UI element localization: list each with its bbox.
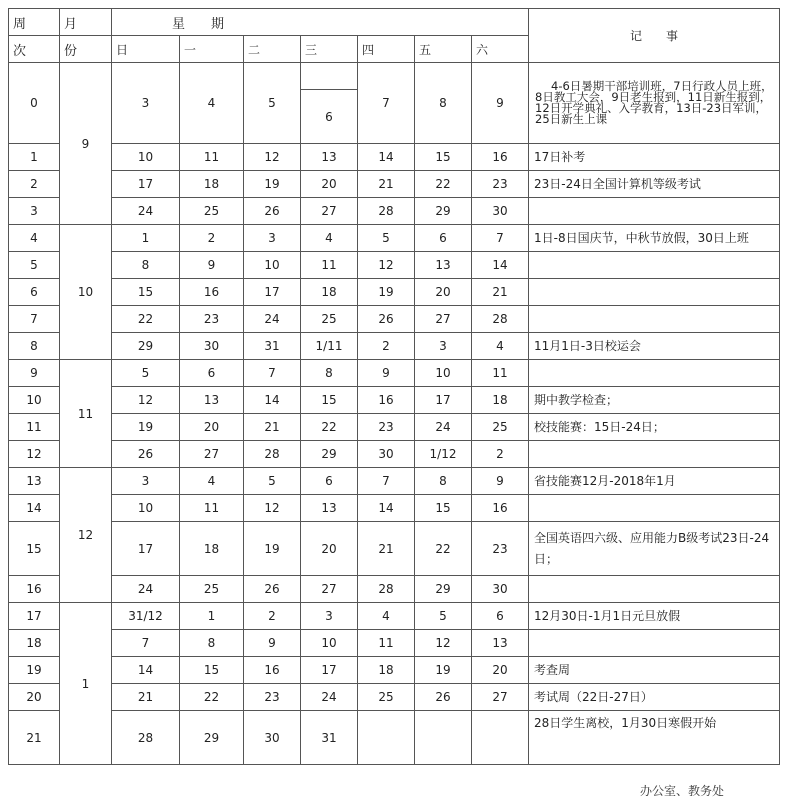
- day-cell-wed: 8: [301, 360, 358, 387]
- day-cell-sat: 2: [472, 441, 529, 468]
- day-cell-thu: 7: [358, 63, 415, 144]
- day-cell-fri: [415, 711, 472, 765]
- day-cell-fri: 24: [415, 414, 472, 441]
- week-number: 10: [9, 387, 60, 414]
- day-cell-sat: 30: [472, 198, 529, 225]
- day-cell-mon: 8: [180, 630, 244, 657]
- day-cell-tue: 30: [244, 711, 301, 765]
- day-cell-wed: 13: [301, 495, 358, 522]
- week-number: 5: [9, 252, 60, 279]
- note-cell: [529, 495, 780, 522]
- header-row-1: [9, 9, 780, 36]
- day-cell-sun: 21: [112, 684, 180, 711]
- week-header-top: 周: [9, 9, 60, 36]
- day-cell-sun: 19: [112, 414, 180, 441]
- weekday-header-mon: 一: [180, 36, 244, 63]
- day-cell-fri: 15: [415, 495, 472, 522]
- day-cell-wed: 1/11: [301, 333, 358, 360]
- week-number: 7: [9, 306, 60, 333]
- note-cell: 28日学生离校，1月30日寒假开始: [529, 711, 780, 765]
- day-cell-thu: 14: [358, 495, 415, 522]
- week-number: 15: [9, 522, 60, 576]
- note-cell: [529, 576, 780, 603]
- day-cell-wed: 6: [301, 63, 358, 144]
- week-row: [9, 252, 780, 279]
- day-cell-sat: 23: [472, 171, 529, 198]
- day-cell-tue: 24: [244, 306, 301, 333]
- day-cell-thu: 12: [358, 252, 415, 279]
- day-cell-thu: [358, 711, 415, 765]
- day-cell-sun: 7: [112, 630, 180, 657]
- day-cell-sun: 12: [112, 387, 180, 414]
- note-cell: 期中教学检查；: [529, 387, 780, 414]
- day-cell-thu: 7: [358, 468, 415, 495]
- day-cell-sat: 9: [472, 63, 529, 144]
- month-label: 12: [60, 468, 112, 603]
- day-cell-mon: 18: [180, 522, 244, 576]
- day-cell-sat: 20: [472, 657, 529, 684]
- weekday-header-fri: 五: [415, 36, 472, 63]
- day-cell-sat: 21: [472, 279, 529, 306]
- day-cell-thu: 9: [358, 360, 415, 387]
- day-cell-thu: 26: [358, 306, 415, 333]
- note-cell: 1日-8日国庆节，中秋节放假，30日上班: [529, 225, 780, 252]
- day-cell-fri: 20: [415, 279, 472, 306]
- day-cell-sat: 30: [472, 576, 529, 603]
- weekday-header-thu: 四: [358, 36, 415, 63]
- day-cell-wed: 15: [301, 387, 358, 414]
- weekday-header-sat: 六: [472, 36, 529, 63]
- week-row: [9, 279, 780, 306]
- day-cell-thu: 18: [358, 657, 415, 684]
- day-cell-fri: 13: [415, 252, 472, 279]
- day-cell-mon: 6: [180, 360, 244, 387]
- day-cell-thu: 5: [358, 225, 415, 252]
- day-cell-sun: 10: [112, 144, 180, 171]
- week-number: 16: [9, 576, 60, 603]
- day-cell-wed: 29: [301, 441, 358, 468]
- note-cell: [529, 630, 780, 657]
- note-cell: [529, 360, 780, 387]
- day-cell-sat: 18: [472, 387, 529, 414]
- note-cell: 考试周（22日-27日）: [529, 684, 780, 711]
- weekday-header-wed: 三: [301, 36, 358, 63]
- day-cell-fri: 29: [415, 576, 472, 603]
- day-cell-tue: 12: [244, 144, 301, 171]
- day-cell-wed: 20: [301, 171, 358, 198]
- day-cell-tue: 21: [244, 414, 301, 441]
- day-cell-thu: 30: [358, 441, 415, 468]
- day-cell-fri: 29: [415, 198, 472, 225]
- day-cell-sun: 14: [112, 657, 180, 684]
- day-cell-fri: 15: [415, 144, 472, 171]
- day-cell-tue: 26: [244, 198, 301, 225]
- note-cell: 17日补考: [529, 144, 780, 171]
- note-cell: 23日-24日全国计算机等级考试: [529, 171, 780, 198]
- day-cell-tue: 19: [244, 522, 301, 576]
- day-cell-thu: 14: [358, 144, 415, 171]
- day-cell-mon: 20: [180, 414, 244, 441]
- school-calendar-table: [8, 8, 780, 765]
- day-cell-tue: 17: [244, 279, 301, 306]
- day-cell-mon: 16: [180, 279, 244, 306]
- week-number: 18: [9, 630, 60, 657]
- day-cell-sun: 31/12: [112, 603, 180, 630]
- day-cell-fri: 27: [415, 306, 472, 333]
- day-cell-mon: 4: [180, 63, 244, 144]
- month-label: 9: [60, 63, 112, 225]
- day-cell-thu: 21: [358, 522, 415, 576]
- week-row: [9, 576, 780, 603]
- month-label: 11: [60, 360, 112, 468]
- day-cell-mon: 23: [180, 306, 244, 333]
- week-row: [9, 603, 780, 630]
- week-number: 11: [9, 414, 60, 441]
- week-number: 0: [9, 63, 60, 144]
- week-row: [9, 144, 780, 171]
- day-cell-wed: 20: [301, 522, 358, 576]
- day-cell-sat: 23: [472, 522, 529, 576]
- weekday-header-sun: 日: [112, 36, 180, 63]
- day-cell-mon: 15: [180, 657, 244, 684]
- day-cell-fri: 5: [415, 603, 472, 630]
- day-cell-fri: 26: [415, 684, 472, 711]
- week-row: [9, 360, 780, 387]
- day-cell-wed: 22: [301, 414, 358, 441]
- day-cell-sat: 16: [472, 144, 529, 171]
- week-row: [9, 306, 780, 333]
- day-cell-sat: 11: [472, 360, 529, 387]
- weekday-title: 星 期: [112, 9, 529, 36]
- day-cell-sun: 3: [112, 63, 180, 144]
- day-cell-wed: 4: [301, 225, 358, 252]
- day-cell-sun: 28: [112, 711, 180, 765]
- week-number: 2: [9, 171, 60, 198]
- day-cell-mon: 30: [180, 333, 244, 360]
- day-cell-mon: 2: [180, 225, 244, 252]
- day-cell-sat: 25: [472, 414, 529, 441]
- day-cell-sat: 16: [472, 495, 529, 522]
- day-cell-sat: 7: [472, 225, 529, 252]
- day-cell-tue: 12: [244, 495, 301, 522]
- note-cell: 4-6日暑期干部培训班，7日行政人员上班，8日教工大会，9日老生报到，11日新生报到，12日开学典礼、入学教育，13日-23日军训，25日新生上课: [529, 63, 780, 144]
- day-cell-fri: 8: [415, 63, 472, 144]
- week-row: [9, 522, 780, 576]
- day-cell-thu: 4: [358, 603, 415, 630]
- day-cell-tue: 5: [244, 63, 301, 144]
- day-cell-thu: 28: [358, 576, 415, 603]
- day-cell-wed: 25: [301, 306, 358, 333]
- day-cell-wed: 3: [301, 603, 358, 630]
- day-cell-wed: 17: [301, 657, 358, 684]
- day-cell-thu: 28: [358, 198, 415, 225]
- day-cell-fri: 3: [415, 333, 472, 360]
- week-number: 19: [9, 657, 60, 684]
- day-cell-sun: 5: [112, 360, 180, 387]
- day-cell-sun: 1: [112, 225, 180, 252]
- week-row: [9, 414, 780, 441]
- week-number: 20: [9, 684, 60, 711]
- day-cell-mon: 18: [180, 171, 244, 198]
- note-cell: [529, 279, 780, 306]
- week-number: 14: [9, 495, 60, 522]
- day-cell-fri: 22: [415, 171, 472, 198]
- day-cell-thu: 16: [358, 387, 415, 414]
- note-cell: [529, 198, 780, 225]
- day-cell-wed: 11: [301, 252, 358, 279]
- day-cell-wed: 27: [301, 576, 358, 603]
- day-cell-sat: 27: [472, 684, 529, 711]
- week-number: 4: [9, 225, 60, 252]
- day-cell-thu: 11: [358, 630, 415, 657]
- week-row: [9, 684, 780, 711]
- day-cell-fri: 10: [415, 360, 472, 387]
- day-cell-mon: 29: [180, 711, 244, 765]
- note-cell: 考查周: [529, 657, 780, 684]
- week-row: [9, 630, 780, 657]
- week-number: 21: [9, 711, 60, 765]
- day-cell-sun: 24: [112, 198, 180, 225]
- week-row: [9, 657, 780, 684]
- day-cell-tue: 9: [244, 630, 301, 657]
- day-cell-sun: 10: [112, 495, 180, 522]
- day-cell-sat: [472, 711, 529, 765]
- day-cell-thu: 21: [358, 171, 415, 198]
- note-cell: 校技能赛：15日-24日；: [529, 414, 780, 441]
- day-cell-tue: 31: [244, 333, 301, 360]
- day-cell-thu: 23: [358, 414, 415, 441]
- day-cell-mon: 13: [180, 387, 244, 414]
- note-cell: [529, 441, 780, 468]
- day-cell-sun: 17: [112, 522, 180, 576]
- day-cell-wed: 10: [301, 630, 358, 657]
- day-cell-tue: 16: [244, 657, 301, 684]
- month-header-top: 月: [60, 9, 112, 36]
- note-cell: 12月30日-1月1日元旦放假: [529, 603, 780, 630]
- day-cell-tue: 26: [244, 576, 301, 603]
- day-cell-sat: 6: [472, 603, 529, 630]
- month-label: 1: [60, 603, 112, 765]
- week-row: [9, 387, 780, 414]
- day-cell-sat: 4: [472, 333, 529, 360]
- note-cell: [529, 252, 780, 279]
- week-row: [9, 441, 780, 468]
- week-number: 13: [9, 468, 60, 495]
- week-row: [9, 63, 780, 144]
- day-cell-tue: 28: [244, 441, 301, 468]
- day-cell-fri: 1/12: [415, 441, 472, 468]
- day-cell-sat: 9: [472, 468, 529, 495]
- week-header-bottom: 次: [9, 36, 60, 63]
- week-number: 1: [9, 144, 60, 171]
- day-cell-thu: 19: [358, 279, 415, 306]
- day-cell-mon: 27: [180, 441, 244, 468]
- day-cell-wed: 27: [301, 198, 358, 225]
- note-cell: 全国英语四六级、应用能力B级考试23日-24日；: [529, 522, 780, 576]
- day-cell-wed: 31: [301, 711, 358, 765]
- day-cell-tue: 10: [244, 252, 301, 279]
- day-cell-tue: 23: [244, 684, 301, 711]
- note-cell: [529, 306, 780, 333]
- day-cell-mon: 11: [180, 144, 244, 171]
- day-cell-sun: 26: [112, 441, 180, 468]
- day-cell-thu: 2: [358, 333, 415, 360]
- week-number: 6: [9, 279, 60, 306]
- day-cell-sun: 3: [112, 468, 180, 495]
- day-cell-sat: 14: [472, 252, 529, 279]
- notes-header: 记 事: [529, 9, 780, 63]
- day-cell-sun: 15: [112, 279, 180, 306]
- note-cell: 11月1日-3日校运会: [529, 333, 780, 360]
- day-cell-tue: 3: [244, 225, 301, 252]
- day-cell-sun: 24: [112, 576, 180, 603]
- day-cell-mon: 25: [180, 576, 244, 603]
- week-number: 9: [9, 360, 60, 387]
- day-cell-sun: 29: [112, 333, 180, 360]
- day-cell-tue: 5: [244, 468, 301, 495]
- day-cell-tue: 14: [244, 387, 301, 414]
- day-cell-mon: 11: [180, 495, 244, 522]
- month-header-bottom: 份: [60, 36, 112, 63]
- week-row: [9, 198, 780, 225]
- day-cell-tue: 19: [244, 171, 301, 198]
- day-cell-mon: 22: [180, 684, 244, 711]
- day-cell-mon: 1: [180, 603, 244, 630]
- day-cell-fri: 8: [415, 468, 472, 495]
- day-cell-sat: 13: [472, 630, 529, 657]
- day-cell-sun: 22: [112, 306, 180, 333]
- day-cell-fri: 22: [415, 522, 472, 576]
- week-row: [9, 495, 780, 522]
- day-cell-fri: 17: [415, 387, 472, 414]
- day-cell-wed: 24: [301, 684, 358, 711]
- weekday-header-tue: 二: [244, 36, 301, 63]
- week-number: 12: [9, 441, 60, 468]
- week-row: [9, 171, 780, 198]
- week-number: 8: [9, 333, 60, 360]
- week-row: [9, 711, 780, 765]
- day-cell-mon: 9: [180, 252, 244, 279]
- day-cell-wed: 18: [301, 279, 358, 306]
- day-cell-tue: 2: [244, 603, 301, 630]
- day-cell-wed: 6: [301, 468, 358, 495]
- month-label: 10: [60, 225, 112, 360]
- day-cell-mon: 4: [180, 468, 244, 495]
- week-row: [9, 333, 780, 360]
- week-row: [9, 468, 780, 495]
- day-cell-sat: 28: [472, 306, 529, 333]
- week-row: [9, 225, 780, 252]
- week-number: 3: [9, 198, 60, 225]
- week-number: 17: [9, 603, 60, 630]
- day-cell-wed: 13: [301, 144, 358, 171]
- footer-signature: 办公室、教务处: [640, 784, 725, 798]
- day-cell-mon: 25: [180, 198, 244, 225]
- note-cell: 省技能赛12月-2018年1月: [529, 468, 780, 495]
- day-cell-thu: 25: [358, 684, 415, 711]
- day-cell-tue: 7: [244, 360, 301, 387]
- day-cell-sun: 8: [112, 252, 180, 279]
- day-cell-fri: 19: [415, 657, 472, 684]
- day-cell-fri: 12: [415, 630, 472, 657]
- day-cell-fri: 6: [415, 225, 472, 252]
- day-cell-sun: 17: [112, 171, 180, 198]
